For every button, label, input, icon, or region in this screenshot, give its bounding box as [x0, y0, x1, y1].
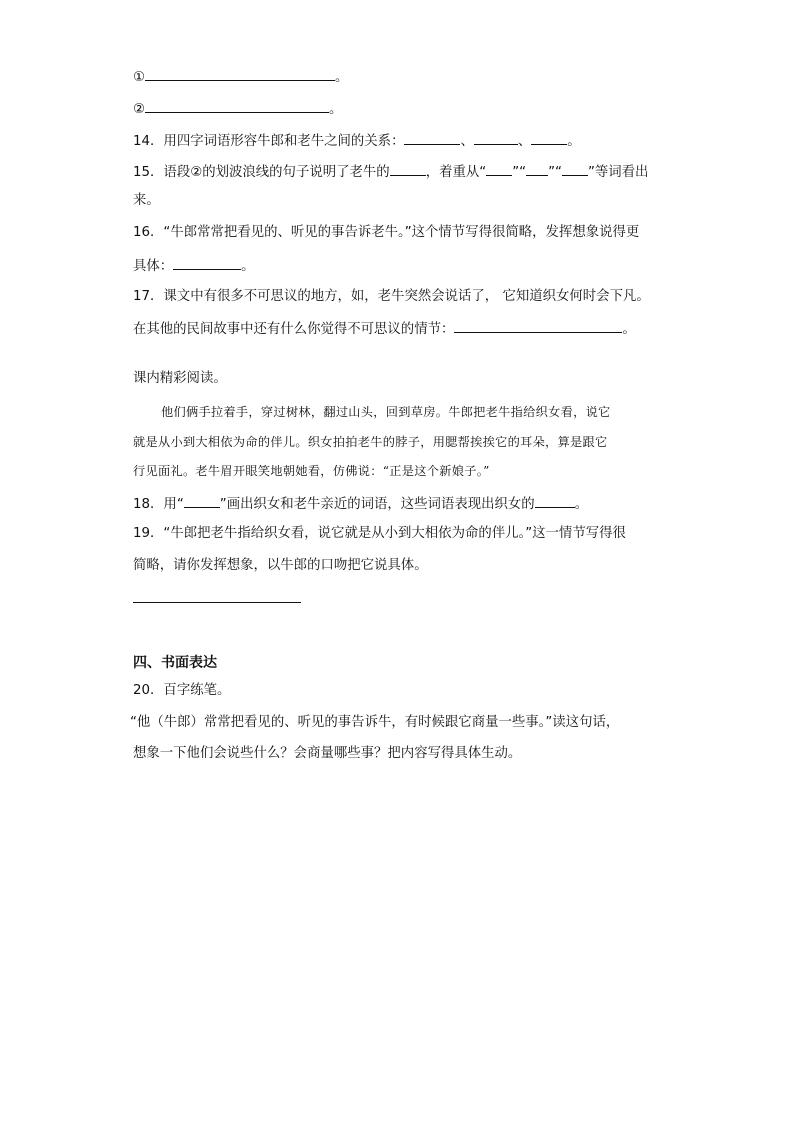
q14-blank-2[interactable]	[474, 131, 518, 145]
q17-line-1: 17．课文中有很多不可思议的地方，如，老牛突然会说话了， 它知道织女何时会下凡。	[133, 289, 650, 304]
q14-blank-3[interactable]	[531, 131, 567, 145]
q18-part-1: 18．用“	[133, 497, 184, 512]
q13-item-1-mark: ①	[133, 70, 146, 85]
q15-blank-1[interactable]	[390, 162, 426, 176]
q18-part-2: ”画出织女和老牛亲近的词语，这些词语表现出织女的	[219, 497, 535, 512]
q13-item-2-end: 。	[329, 102, 343, 117]
q20-line-2: “他（牛郎）常常把看见的、听见的事告诉牛，有时候跟它商量一些事。”读这句话，	[130, 715, 620, 730]
q17-line-2	[133, 319, 636, 339]
q15-quote-2: ”“	[548, 165, 562, 180]
q15-part-2: ，着重从“	[425, 165, 487, 180]
q13-item-2	[133, 99, 342, 119]
q13-item-2-mark: ②	[133, 102, 146, 117]
q13-item-1-blank[interactable]	[145, 67, 335, 81]
q18-blank-1[interactable]	[184, 494, 220, 508]
reading-heading: 课内精彩阅读。	[133, 371, 227, 386]
q13-item-1-end: 。	[335, 70, 349, 85]
q15-blank-2[interactable]	[486, 162, 512, 176]
passage-line-1: 他们俩手拉着手，穿过树林，翻过山头，回到草房。牛郎把老牛指给织女看，说它	[161, 405, 611, 419]
q15-quote-1: ”“	[512, 165, 527, 180]
q19-answer-line[interactable]	[133, 602, 301, 603]
q15-part-1: 15．语段②的划波浪线的句子说明了老牛的	[133, 165, 390, 180]
q19-line-2: 简略，请你发挥想象，以牛郎的口吻把它说具体。	[133, 558, 428, 573]
q16-line-2	[133, 256, 255, 276]
q16-blank[interactable]	[173, 256, 241, 270]
q18-blank-2[interactable]	[535, 494, 575, 508]
q18-question	[133, 494, 588, 514]
q17-end: 。	[622, 322, 636, 337]
q14-blank-1[interactable]	[404, 131, 460, 145]
q13-item-2-blank[interactable]	[145, 99, 329, 113]
q17-blank[interactable]	[454, 319, 622, 333]
q15-blank-3[interactable]	[526, 162, 548, 176]
q19-line-1: 19．“牛郎把老牛指给织女看，说它就是从小到大相依为命的伴儿。”这一情节写得很	[133, 526, 626, 541]
passage-line-3: 行见面礼。老牛眉开眼笑地朝她看，仿佛说：“正是这个新娘子。”	[133, 464, 490, 478]
q15-blank-4[interactable]	[562, 162, 588, 176]
q18-end: 。	[574, 497, 589, 512]
q14-text: 14．用四字词语形容牛郎和老牛之间的关系：	[133, 134, 405, 149]
passage-line-2: 就是从小到大相依为命的伴儿。织女拍拍老牛的脖子，用腮帮挨挨它的耳朵，算是跟它	[133, 435, 608, 449]
q14-sep-1: 、	[460, 134, 474, 149]
q20-line-3: 想象一下他们会说些什么？会商量哪些事？把内容写得具体生动。	[133, 746, 522, 761]
q16-label: 具体：	[133, 259, 174, 274]
q15-line-2: 来。	[133, 193, 160, 208]
q15-question	[133, 162, 648, 182]
q14-question	[133, 131, 581, 151]
q13-item-1	[133, 67, 348, 87]
q15-part-3: ”等词看出	[587, 165, 649, 180]
q20-line-1: 20．百字练笔。	[133, 683, 231, 698]
q16-end: 。	[241, 259, 255, 274]
q14-sep-2: 、	[517, 134, 532, 149]
q14-end: 。	[567, 134, 581, 149]
q17-label: 在其他的民间故事中还有什么你觉得不可思议的情节：	[133, 322, 455, 337]
q16-line-1: 16．“牛郎常常把看见的、听见的事告诉老牛。”这个情节写得很简略，发挥想象说得更	[133, 225, 640, 240]
section-4-title: 四、书面表达	[133, 655, 217, 671]
